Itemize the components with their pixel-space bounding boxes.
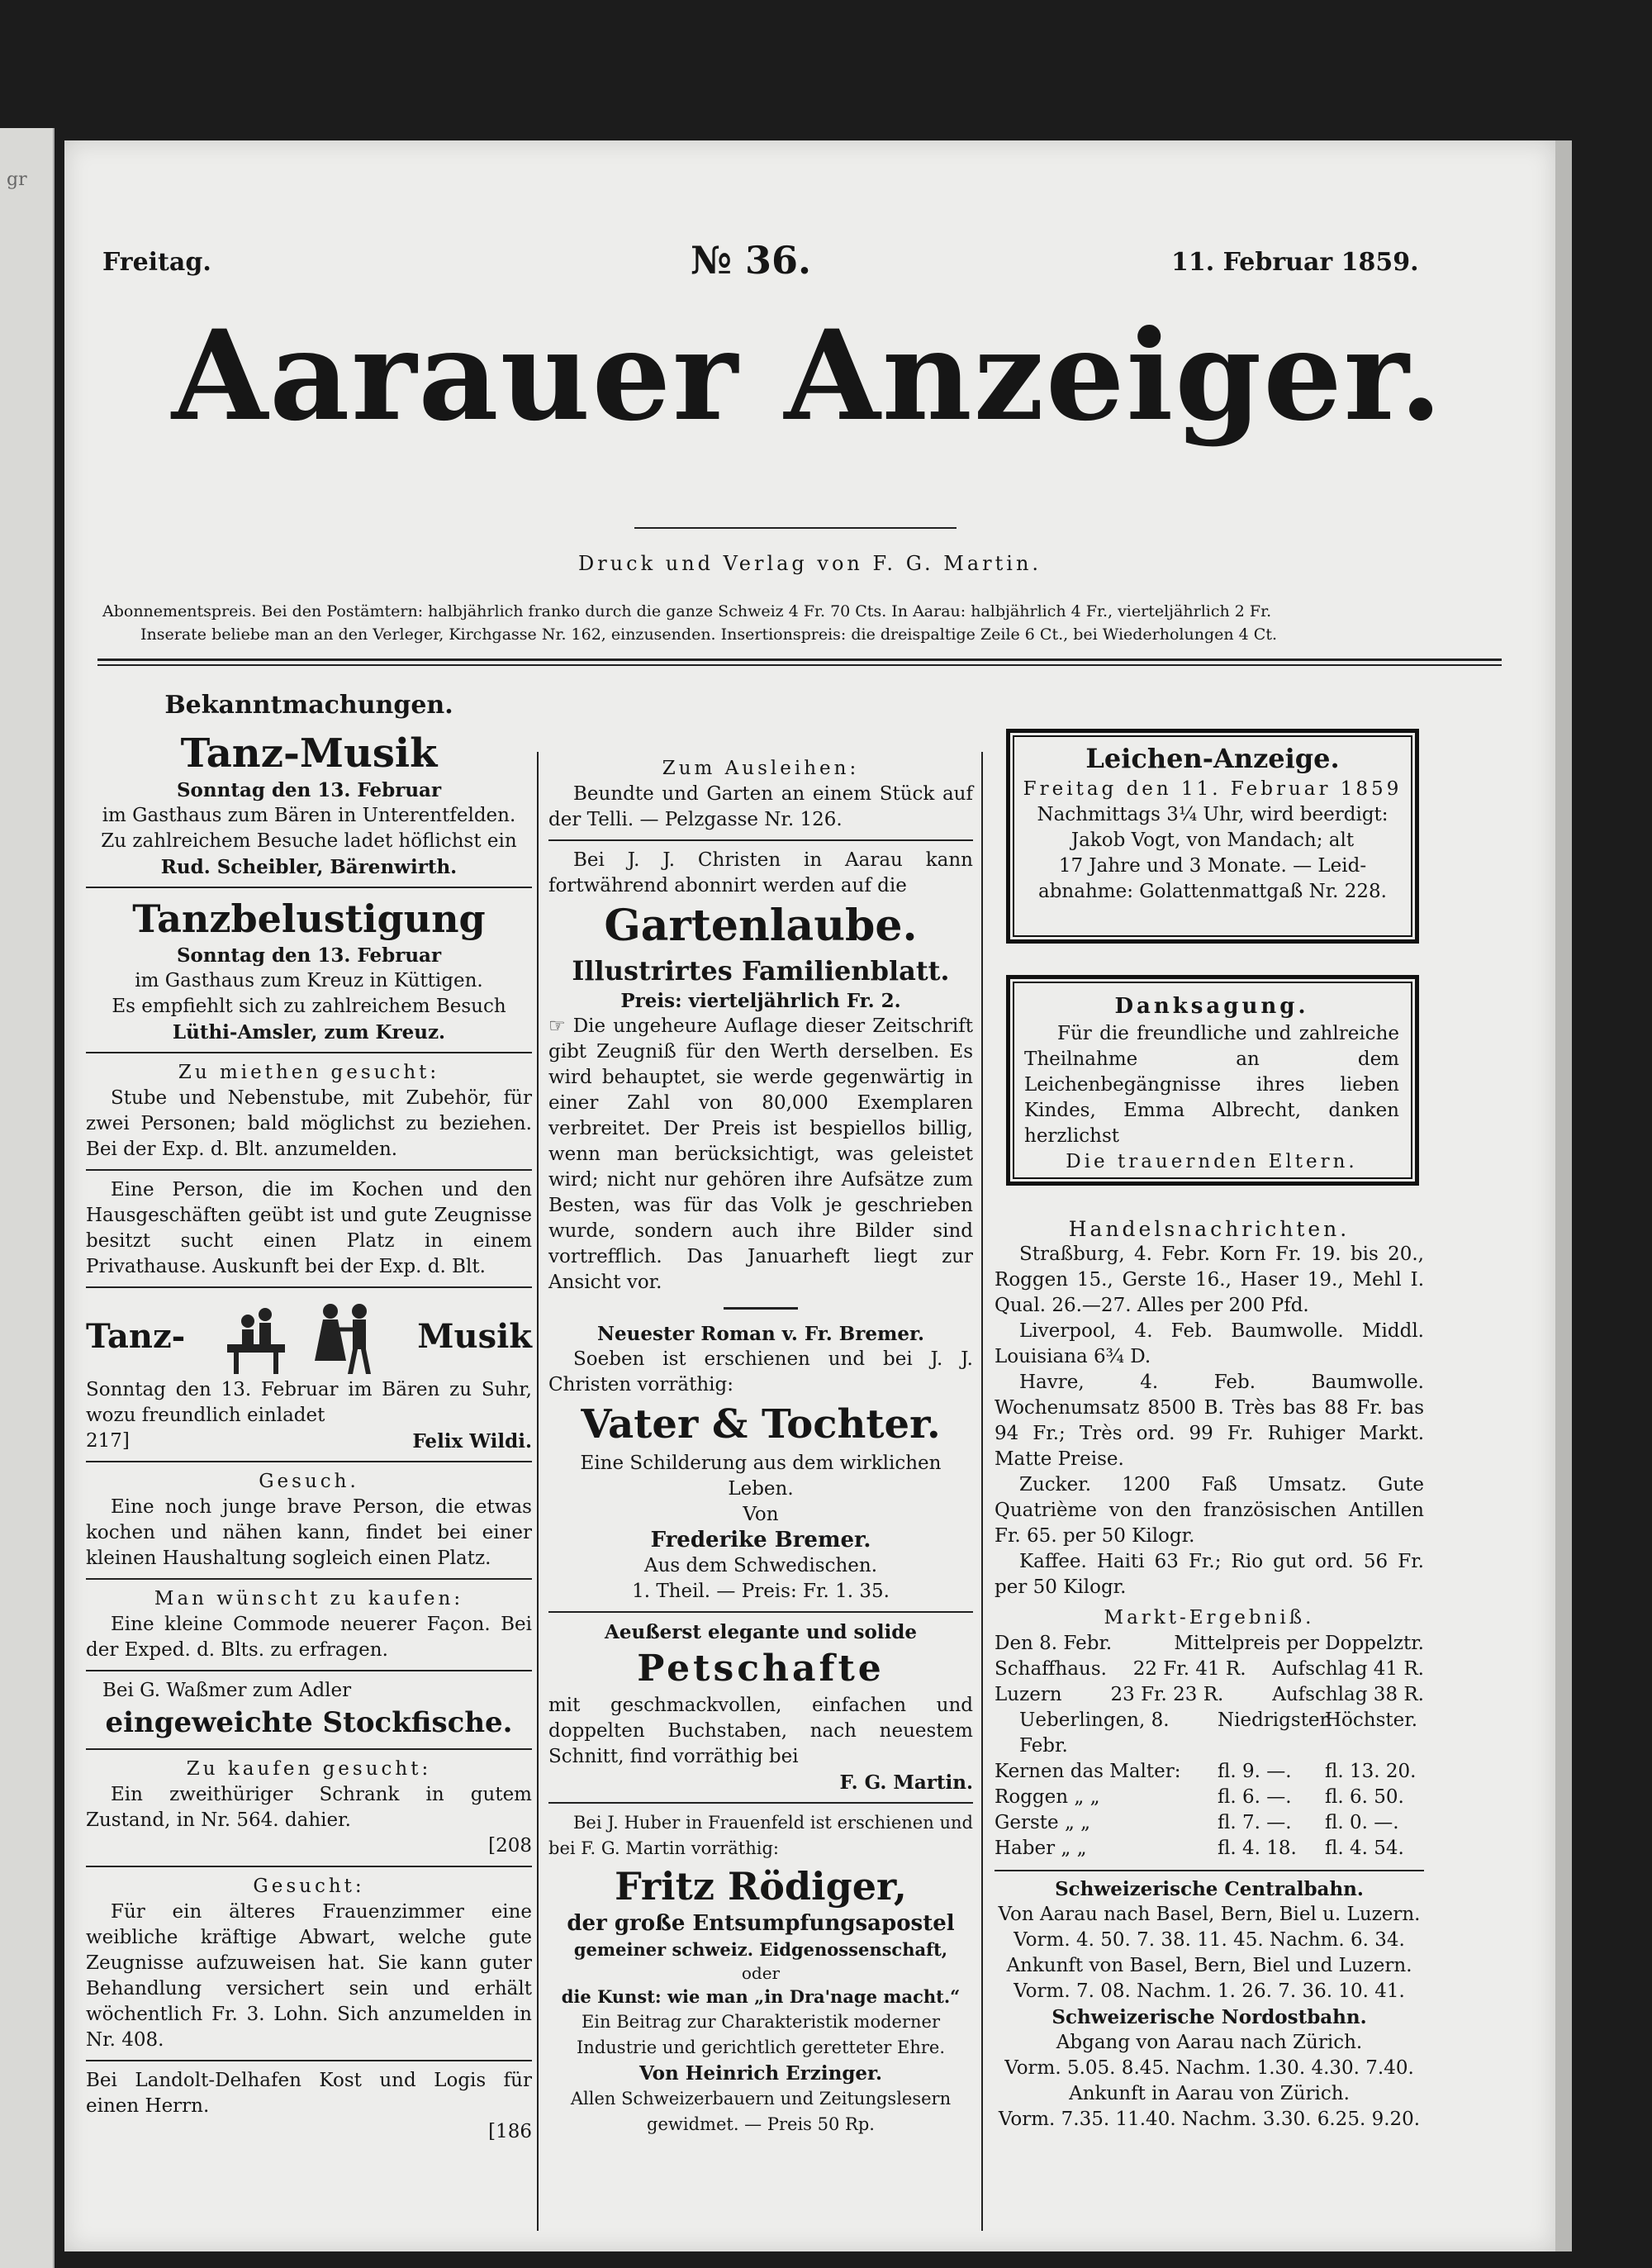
notice-text: Für die freundliche und zahlreiche Theilnahme an dem Leichenbegängnisse ihres lieben Kindes, Emma Albrecht, danken herzlichst: [1024, 1023, 1399, 1147]
rail-line: Ankunft von Basel, Bern, Biel und Luzern.: [1006, 1955, 1412, 1976]
market-row: [995, 1682, 1424, 1708]
ad-price: 1. Theil. — Preis: Fr. 1. 35.: [632, 1581, 890, 1602]
ad-gesuch: [86, 1469, 532, 1571]
trade-liverpool: Liverpool, 4. Feb. Baumwolle. Middl. Louisiana 6¾ D.: [995, 1320, 1424, 1367]
edge-text-fragment: gr: [7, 169, 27, 190]
ad-text: Eine noch junge brave Person, die etwas kochen und nähen kann, findet bei einer kleinen Haushaltung sogleich einen Platz.: [86, 1496, 532, 1569]
trade-title: Handelsnachrichten.: [1068, 1217, 1351, 1241]
newspaper-title: Aarauer Anzeiger.: [171, 303, 1445, 449]
ad-title-right: Musik: [417, 1316, 532, 1356]
ad-line: im Gasthaus zum Bären in Unterentfelden.: [102, 805, 516, 826]
ad-rule: [86, 1670, 532, 1671]
rail-line: Vorm. 4. 50. 7. 38. 11. 45. Nachm. 6. 34.: [1014, 1929, 1405, 1951]
dancing-couple-icon: [211, 1296, 392, 1376]
ad-title: Zu kaufen gesucht:: [186, 1758, 432, 1780]
ad-line: Von Heinrich Erzinger.: [638, 2062, 883, 2085]
ad-subtitle: Illustrirtes Familienblatt.: [572, 955, 950, 987]
newspaper-page: [64, 140, 1555, 2251]
ad-kost-und-logis: [86, 2068, 532, 2145]
ad-signature: F. G. Martin.: [839, 1771, 973, 1794]
notice-line: Nachmittags 3¼ Uhr, wird beerdigt:: [1037, 804, 1389, 825]
ad-text: Für ein älteres Frauenzimmer eine weibliche kräftige Abwart, welche gute Zeugnisse aufzuweisen hat. Sie kann guter Behandlung versichert sein und erhält wöchentlich Fr. 3. Lohn. Sich anzumelden in Nr. 408.: [86, 1901, 532, 2051]
notice-title: Leichen-Anzeige.: [1085, 743, 1340, 774]
market-note: Aufschlag 38 R.: [1272, 1684, 1424, 1705]
market-title: Markt-Ergebniß.: [1104, 1607, 1315, 1628]
ad-title: Tanz-Musik: [180, 730, 438, 777]
ad-title: Petschafte: [637, 1648, 885, 1690]
rail-title: Schweizerische Nordostbahn.: [1051, 2006, 1367, 2028]
ad-fritz-roediger: [548, 1810, 973, 2137]
trade-strassburg: Straßburg, 4. Febr. Korn Fr. 19. bis 20., Roggen 15., Gerste 16., Haser 19., Mehl I. Qual. 26.—27. Alles per 200 Pfd.: [995, 1243, 1424, 1316]
ad-line: Sonntag den 13. Februar: [176, 779, 442, 801]
ad-rule: [86, 2060, 532, 2061]
rail-line: Vorm. 7.35. 11.40. Nachm. 3.30. 6.25. 9.20.: [998, 2109, 1421, 2130]
ad-person-sucht-platz: [86, 1177, 532, 1280]
ad-rule: [86, 1286, 532, 1288]
ad-signature: Felix Wildi.: [412, 1430, 532, 1453]
column-1: [86, 692, 532, 2145]
ad-line: Ein Beitrag zur Charakteristik moderner: [581, 2012, 941, 2032]
ad-rule: [86, 1169, 532, 1171]
ad-line: Industrie und gerichtlich geretteter Ehre.: [577, 2037, 945, 2057]
column-divider-2: [981, 752, 983, 2231]
issue-number: № 36.: [691, 238, 812, 283]
ad-line: die Kunst: wie man „in Dra'nage macht.“: [561, 1986, 961, 2007]
rail-rule: [995, 1870, 1424, 1871]
market-place: Schaffhaus.: [995, 1658, 1107, 1680]
grain-low: fl. 7. —.: [1218, 1812, 1292, 1833]
ad-line: Es empfiehlt sich zu zahlreichem Besuch: [112, 996, 506, 1017]
ad-man-wuenscht-zu-kaufen: [86, 1586, 532, 1663]
ad-by: Von: [743, 1504, 779, 1525]
grain-row: [995, 1836, 1424, 1861]
death-notice: [1023, 740, 1403, 905]
pointing-hand-icon: ☞: [548, 1015, 566, 1037]
ad-text: Beundte und Garten an einem Stück auf der Telli. — Pelzgasse Nr. 126.: [548, 783, 973, 830]
ad-line: Allen Schweizerbauern und Zeitungslesern: [570, 2089, 952, 2109]
ad-title: Zum Ausleihen:: [662, 758, 860, 779]
ad-text: Soeben ist erschienen und bei J. J. Christen vorräthig:: [548, 1348, 973, 1396]
ad-lead: Aeußerst elegante und solide: [605, 1621, 917, 1643]
grain-header: [995, 1708, 1424, 1759]
ad-subtitle: Eine Schilderung aus dem wirklichen Leben.: [580, 1453, 942, 1500]
ad-lead: Bei J. J. Christen in Aarau kann fortwährend abonnirt werden auf die: [548, 849, 973, 896]
ad-title: Gartenlaube.: [604, 901, 918, 951]
grain-high: fl. 6. 50.: [1325, 1786, 1404, 1808]
notice-line: 17 Jahre und 3 Monate. — Leid-: [1058, 855, 1367, 877]
column-2: [548, 756, 973, 2137]
grain-high: fl. 13. 20.: [1325, 1761, 1417, 1782]
ad-text: Stube und Nebenstube, mit Zubehör, für zwei Personen; bald möglichst zu beziehen. Bei der Exp. d. Blt. anzumelden.: [86, 1087, 532, 1160]
notice-title: Danksagung.: [1114, 994, 1309, 1019]
market-unit: Mittelpreis per Doppelztr.: [1174, 1633, 1424, 1654]
rail-line: Abgang von Aarau nach Zürich.: [1056, 2032, 1363, 2053]
ad-text: mit geschmackvollen, einfachen und doppelten Buchstaben, nach neuestem Schnitt, find vorräthig bei: [548, 1695, 973, 1767]
rail-line: Von Aarau nach Basel, Bern, Biel u. Luzern.: [998, 1904, 1421, 1925]
ad-petschafte: [548, 1619, 973, 1795]
ad-line: im Gasthaus zum Kreuz in Küttigen.: [135, 970, 483, 991]
grain-high: fl. 4. 54.: [1325, 1838, 1404, 1859]
grain-low-label: Niedrigster.: [1218, 1709, 1333, 1731]
rail-line: Ankunft in Aarau von Zürich.: [1069, 2083, 1350, 2104]
ad-tanz-musik-unterentfelden: [86, 730, 532, 880]
market-price: 22 Fr. 41 R.: [1132, 1658, 1246, 1680]
ad-signature: Rud. Scheibler, Bärenwirth.: [160, 856, 458, 878]
grain-high: fl. 0. —.: [1325, 1812, 1399, 1833]
ad-lead: Bei J. Huber in Frauenfeld ist erschienen und bei F. G. Martin vorräthig:: [548, 1813, 973, 1858]
timetable-centralbahn: [995, 1876, 1424, 2004]
grain-low: fl. 4. 18.: [1218, 1838, 1297, 1859]
grain-row: [995, 1759, 1424, 1785]
ad-reference: [208: [488, 1835, 532, 1857]
ad-zum-ausleihen: [548, 756, 973, 833]
ad-line: Zu zahlreichem Besuche ladet höflichst ein: [101, 830, 517, 852]
ad-zu-kaufen-gesucht: [86, 1757, 532, 1859]
title-rule: [634, 527, 957, 529]
trade-kaffee: Kaffee. Haiti 63 Fr.; Rio gut ord. 56 Fr. per 50 Kilogr.: [995, 1551, 1424, 1598]
ad-line: der große Entsumpfungsapostel: [567, 1911, 955, 1936]
ad-rule: [548, 839, 973, 841]
ad-rule: [86, 1578, 532, 1580]
ad-title: Gesuch.: [259, 1471, 359, 1492]
ad-translation: Aus dem Schwedischen.: [643, 1555, 878, 1576]
ad-rule: [86, 1461, 532, 1462]
grain-high-label: Höchster.: [1325, 1709, 1418, 1731]
ad-tanz-musik-suhr: [86, 1295, 532, 1454]
ad-text: Die ungeheure Auflage dieser Zeitschrift gibt Zeugniß für den Werth derselben. Es wird behauptet, sie werde gegenwärtig in einer Zahl von 80,000 Exemplaren verbreitet. Der Preis ist bespiellos billig, wenn man berücksichtigt, was geleistet wird; nicht nur gehören ihre Aufsätze zum Besten, was für das Volk je geschrieben wurde, sondern auch ihre Bilder sind vortrefflich. Das Januarheft liegt zur Ansicht vor.: [548, 1015, 973, 1293]
previous-page-edge: [0, 128, 55, 2268]
ad-signature: Lüthi-Amsler, zum Kreuz.: [172, 1021, 446, 1044]
ad-gartenlaube: [548, 848, 973, 1296]
ad-rule: [86, 1748, 532, 1750]
grain-low: fl. 9. —.: [1218, 1761, 1292, 1782]
market-date: Den 8. Febr.: [995, 1633, 1113, 1654]
notice-line: Freitag den 11. Februar 1859: [1023, 778, 1403, 800]
grain-row: [995, 1785, 1424, 1810]
subscription-line-2: Inserate beliebe man an den Verleger, Kirchgasse Nr. 162, einzusenden. Insertionspreis: die dreispaltige Zeile 6 Ct., bei Wiederholungen 4 Ct.: [140, 625, 1277, 644]
ad-title: Man wünscht zu kaufen:: [154, 1588, 464, 1609]
ad-line: gewidmet. — Preis 50 Rp.: [647, 2114, 875, 2134]
notice-line: abnahme: Golattenmattgaß Nr. 228.: [1038, 881, 1387, 902]
timetable-nordostbahn: [995, 2004, 1424, 2132]
ad-lead: Bei G. Waßmer zum Adler: [102, 1680, 352, 1701]
ad-text: Sonntag den 13. Februar im Bären zu Suhr, wozu freundlich einladet: [86, 1379, 532, 1426]
page-stack-edge: [1555, 140, 1572, 2251]
ad-title-left: Tanz-: [86, 1316, 186, 1356]
ad-zu-miethen: [86, 1060, 532, 1163]
issue-date: 11. Februar 1859.: [1171, 248, 1419, 277]
ad-text: Bei Landolt-Delhafen Kost und Logis für einen Herrn.: [86, 2070, 532, 2117]
ad-text: Eine kleine Commode neuerer Façon. Bei der Exped. d. Blts. zu erfragen.: [86, 1614, 532, 1661]
ad-title: Gesucht:: [253, 1876, 365, 1897]
grain-market: Ueberlingen, 8. Febr.: [1019, 1709, 1170, 1757]
notice-signature: Die trauernden Eltern.: [1066, 1151, 1358, 1172]
rail-line: Vorm. 5.05. 8.45. Nachm. 1.30. 4.30. 7.40.: [1004, 2057, 1414, 2079]
ad-author: Frederike Bremer.: [650, 1528, 871, 1552]
ad-title: Vater & Tochter.: [581, 1401, 941, 1448]
market-note: Aufschlag 41 R.: [1272, 1658, 1424, 1680]
issue-day: Freitag.: [102, 248, 211, 277]
rail-line: Vorm. 7. 08. Nachm. 1. 26. 7. 36. 10. 41.: [1014, 1980, 1405, 2002]
ad-price: Preis: vierteljährlich Fr. 2.: [620, 990, 901, 1012]
ad-vater-und-tochter: [548, 1321, 973, 1605]
header-rule-bottom: [97, 664, 1502, 666]
market-price: 23 Fr. 23 R.: [1110, 1684, 1224, 1705]
ad-lead: Neuester Roman v. Fr. Bremer.: [597, 1323, 924, 1345]
ad-line: Sonntag den 13. Februar: [176, 944, 442, 967]
trade-havre: Havre, 4. Feb. Baumwolle. Wochenumsatz 8500 B. Très bas 88 Fr. bas 94 Fr.; Très ord. 99 Fr. Ruhiger Markt. Matte Preise.: [995, 1372, 1424, 1470]
ad-line: oder: [741, 1963, 781, 1983]
ad-reference: 217]: [86, 1430, 130, 1452]
ad-title: eingeweichte Stockfische.: [105, 1706, 513, 1739]
ad-line: gemeiner schweiz. Eidgenossenschaft,: [573, 1939, 948, 1960]
ad-rule: [86, 1866, 532, 1867]
grain-name: Roggen „ „: [995, 1786, 1100, 1808]
notice-line: Jakob Vogt, von Mandach; alt: [1070, 830, 1355, 851]
ad-rule: [548, 1611, 973, 1613]
ad-reference: [186: [488, 2121, 532, 2142]
market-place: Luzern: [995, 1684, 1062, 1705]
rail-title: Schweizerische Centralbahn.: [1055, 1878, 1364, 1900]
grain-name: Haber „ „: [995, 1838, 1087, 1859]
column-3-lower: [995, 1216, 1424, 2132]
subscription-line-1: Abonnementspreis. Bei den Postämtern: halbjährlich franko durch die ganze Schweiz 4 Fr. 70 Cts. In Aarau: halbjährlich 4 Fr., vierteljährlich 2 Fr.: [102, 602, 1272, 620]
ad-rule: [86, 887, 532, 888]
grain-name: Gerste „ „: [995, 1812, 1091, 1833]
grain-row: [995, 1810, 1424, 1836]
section-title: Bekanntmachungen.: [164, 691, 453, 720]
subscription-info: [102, 600, 1507, 646]
header-rule-top: [97, 659, 1502, 661]
ad-title: Zu miethen gesucht:: [178, 1062, 440, 1083]
market-header: [995, 1631, 1424, 1657]
ad-text: Eine Person, die im Kochen und den Hausgeschäften geübt ist und gute Zeugnisse besitzt sucht einen Platz in einem Privathause. Auskunft bei der Exp. d. Blt.: [86, 1179, 532, 1277]
ad-title: Fritz Rödiger,: [615, 1864, 907, 1909]
ad-gesucht-abwart: [86, 1874, 532, 2053]
ad-text: Ein zweithüriger Schrank in gutem Zustand, in Nr. 564. dahier.: [86, 1784, 532, 1831]
market-row: [995, 1657, 1424, 1682]
ad-tanzbelustigung: [86, 895, 532, 1045]
ad-rule: [548, 1802, 973, 1804]
ad-short-rule: [724, 1307, 798, 1310]
grain-low: fl. 6. —.: [1218, 1786, 1292, 1808]
imprint: Druck und Verlag von F. G. Martin.: [577, 552, 1042, 575]
grain-name: Kernen das Malter:: [995, 1761, 1181, 1782]
trade-zucker: Zucker. 1200 Faß Umsatz. Gute Quatrième von den französischen Antillen Fr. 65. per 50 Kilogr.: [995, 1474, 1424, 1547]
thanks-notice: [1024, 991, 1399, 1175]
ad-stockfische: [86, 1678, 532, 1742]
column-divider-1: [537, 752, 539, 2231]
ad-rule: [86, 1052, 532, 1053]
ad-title: Tanzbelustigung: [132, 896, 486, 941]
